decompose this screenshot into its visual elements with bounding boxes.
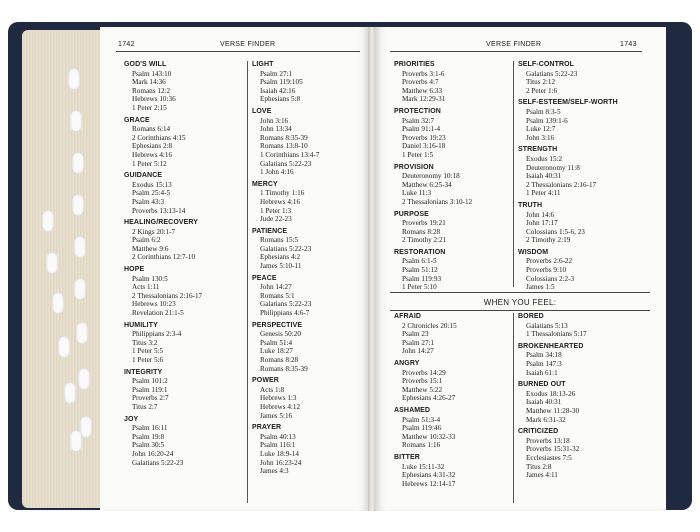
verse-reference: Psalm 119:46 xyxy=(402,424,442,433)
verse-reference: Hebrews 4:16 xyxy=(132,150,173,159)
verse-reference: Psalm 143:10 xyxy=(132,69,172,78)
verse-column xyxy=(518,61,618,296)
thumb-index-tab xyxy=(76,322,88,344)
verse-reference: Psalm 51:4 xyxy=(260,338,293,347)
verse-reference: Psalm 23 xyxy=(402,330,429,339)
thumb-index-tab xyxy=(70,110,82,132)
verse-reference: Psalm 130:5 xyxy=(132,274,168,283)
verse-reference: Mark 12:29-31 xyxy=(402,95,446,104)
verse-reference: Psalm 119:105 xyxy=(260,78,303,87)
verse-reference: John 3:16 xyxy=(260,116,289,125)
thumb-index-tab xyxy=(52,292,64,314)
verse-reference: Exodus 18:13-26 xyxy=(526,389,576,398)
verse-reference: John 3:16 xyxy=(526,133,555,142)
topic-title: HOPE xyxy=(124,266,145,274)
verse-reference: 1 Corinthians 13:4-7 xyxy=(260,150,320,159)
topic-section xyxy=(252,228,320,271)
verse-reference: Psalm 27:1 xyxy=(402,338,435,347)
topic-section xyxy=(252,108,320,177)
running-header: VERSE FINDER xyxy=(220,41,276,48)
running-header: VERSE FINDER xyxy=(486,41,542,48)
verse-reference: Proverbs 15:31-32 xyxy=(526,445,580,454)
page-edges xyxy=(22,30,100,508)
topic-title: HUMILITY xyxy=(124,321,158,329)
when-you-feel-heading: WHEN YOU FEEL: xyxy=(483,298,557,307)
verse-reference: Romans 15:5 xyxy=(260,236,299,245)
verse-reference: Isaiah 40:31 xyxy=(526,398,562,407)
topic-title: ASHAMED xyxy=(394,406,431,414)
verse-reference: James 4:11 xyxy=(526,471,558,480)
verse-reference: 1 John 4:16 xyxy=(260,168,294,177)
topic-section xyxy=(518,61,618,95)
topic-title: INTEGRITY xyxy=(124,368,163,376)
topic-section xyxy=(252,424,320,476)
verse-reference: Psalm 16:11 xyxy=(132,424,168,433)
verse-reference: Titus 3:2 xyxy=(132,338,158,347)
verse-reference: James 4:3 xyxy=(260,467,289,476)
verse-reference: 2 Kings 20:1-7 xyxy=(132,227,176,236)
verse-reference: Psalm 147:3 xyxy=(526,359,562,368)
verse-reference: Galatians 5:22-23 xyxy=(132,458,184,467)
topic-section xyxy=(252,377,320,420)
thumb-index-tab xyxy=(78,368,90,390)
verse-reference: Proverbs 2:7 xyxy=(132,394,169,403)
thumb-index-tab xyxy=(72,152,84,174)
topic-section xyxy=(394,360,457,403)
topic-title: PEACE xyxy=(252,274,277,282)
topic-title: POWER xyxy=(252,377,279,385)
verse-reference: Ephesians 4:2 xyxy=(260,253,301,262)
topic-title: HEALING/RECOVERY xyxy=(124,219,199,227)
verse-reference: Romans 6:14 xyxy=(132,125,171,134)
topic-title: BORED xyxy=(518,313,544,320)
verse-reference: Philippians 4:6-7 xyxy=(260,309,310,318)
verse-reference: 2 Timothy 2:19 xyxy=(526,236,571,245)
verse-reference: Revelation 21:1-5 xyxy=(132,309,184,318)
verse-reference: Romans 13:8-10 xyxy=(260,142,308,151)
topic-title: MERCY xyxy=(252,180,278,188)
verse-reference: Psalm 8:3-5 xyxy=(526,107,561,116)
topic-section xyxy=(124,117,202,169)
topic-section xyxy=(124,61,202,113)
topic-section xyxy=(518,202,618,245)
verse-reference: Isaiah 42:16 xyxy=(260,86,296,95)
verse-reference: Psalm 6:2 xyxy=(132,236,161,245)
topic-section xyxy=(518,99,618,142)
topic-section xyxy=(252,181,320,224)
verse-reference: Hebrews 10:36 xyxy=(132,95,176,104)
thumb-index-tab xyxy=(58,336,70,358)
verse-reference: Matthew 9:6 xyxy=(132,244,169,253)
verse-reference: Isaiah 61:1 xyxy=(526,368,558,377)
verse-reference: John 16:23-24 xyxy=(260,458,302,467)
verse-reference: Psalm 139:1-6 xyxy=(526,116,568,125)
thumb-index-tab xyxy=(70,430,82,452)
verse-reference: Hebrews 10:23 xyxy=(132,300,176,309)
verse-reference: 1 Peter 5:5 xyxy=(132,347,164,356)
verse-reference: 2 Timothy 2:21 xyxy=(402,236,447,245)
verse-reference: John 16:20-24 xyxy=(132,449,174,458)
verse-reference: Psalm 101:2 xyxy=(132,377,168,386)
verse-reference: 1 Peter 5:6 xyxy=(132,356,164,364)
topic-title: BITTER xyxy=(394,453,420,461)
verse-reference: Psalm 19:8 xyxy=(132,432,165,441)
verse-reference: Matthew 6:33 xyxy=(402,86,443,95)
verse-reference: Romans 12:2 xyxy=(132,86,171,95)
verse-reference: Titus 2:8 xyxy=(526,462,552,471)
topic-section xyxy=(394,211,472,245)
verse-reference: 1 Peter 1:3 xyxy=(260,206,292,215)
topic-section xyxy=(518,313,587,339)
topic-section xyxy=(252,322,320,374)
feeling-column xyxy=(518,313,587,484)
thumb-index-tab xyxy=(68,68,80,90)
verse-reference: Psalm 119:1 xyxy=(132,385,168,394)
topic-section xyxy=(124,416,202,468)
topic-title: LIGHT xyxy=(252,61,274,68)
verse-reference: Matthew 5:22 xyxy=(402,385,443,394)
verse-reference: Luke 15:11-32 xyxy=(402,462,445,471)
topic-title: PRAYER xyxy=(252,424,282,432)
verse-reference: Matthew 10:32-33 xyxy=(402,432,456,441)
topic-title: GUIDANCE xyxy=(124,172,163,180)
right-page xyxy=(374,27,666,511)
topic-title: PROTECTION xyxy=(394,107,441,115)
thumb-index-tab xyxy=(46,252,58,274)
verse-reference: Galatians 5:13 xyxy=(526,321,568,330)
verse-reference: Mark 14:36 xyxy=(132,78,166,87)
thumb-index-tab xyxy=(74,278,86,300)
topic-title: WISDOM xyxy=(518,248,549,256)
verse-reference: Romans 8:35-39 xyxy=(260,364,308,373)
verse-reference: Romans 5:1 xyxy=(260,291,295,300)
topic-section xyxy=(124,369,202,412)
topic-title: PURPOSE xyxy=(394,210,429,218)
verse-reference: 2 Corinthians 4:15 xyxy=(132,133,186,142)
topic-section xyxy=(394,313,457,356)
topic-title: ANGRY xyxy=(394,359,420,367)
verse-reference: 1 Peter 4:11 xyxy=(526,189,561,198)
topic-title: AFRAID xyxy=(394,313,422,320)
verse-reference: John 13:34 xyxy=(260,125,292,134)
verse-reference: Proverbs 3:1-6 xyxy=(402,69,445,78)
verse-reference: Matthew 6:25-34 xyxy=(402,180,452,189)
topic-section xyxy=(518,428,587,480)
verse-reference: Galatians 5:22-23 xyxy=(260,244,312,253)
verse-reference: James 5:10-11 xyxy=(260,262,302,271)
verse-reference: 2 Corinthians 12:7-10 xyxy=(132,253,196,262)
topic-title: BURNED OUT xyxy=(518,381,566,389)
verse-reference: Proverbs 19:23 xyxy=(402,133,446,142)
verse-reference: 2 Thessalonians 2:16-17 xyxy=(132,291,203,300)
verse-reference: John 14:27 xyxy=(402,347,434,356)
topic-section xyxy=(394,407,457,450)
feeling-column xyxy=(394,313,457,492)
topic-title: SELF-CONTROL xyxy=(518,61,575,68)
verse-reference: Psalm 51:3-4 xyxy=(402,415,441,424)
verse-reference: Psalm 30:5 xyxy=(132,441,165,450)
verse-reference: Daniel 3:16-18 xyxy=(402,142,446,151)
verse-reference: Deuteronomy 10:18 xyxy=(402,172,460,181)
verse-reference: Acts 1:11 xyxy=(132,283,160,292)
verse-reference: Hebrews 12:14-17 xyxy=(402,479,456,488)
verse-reference: Colossians 2:2-3 xyxy=(526,274,575,283)
verse-reference: Mark 6:31-32 xyxy=(526,415,566,424)
verse-reference: Psalm 40:13 xyxy=(260,432,296,441)
topic-section xyxy=(394,249,472,292)
page-number: 1742 xyxy=(118,41,135,48)
verse-reference: Exodus 15:13 xyxy=(132,180,172,189)
topic-title: STRENGTH xyxy=(518,146,558,154)
topic-section xyxy=(124,172,202,215)
verse-column xyxy=(394,61,472,296)
verse-reference: Proverbs 13:13-14 xyxy=(132,206,186,215)
verse-reference: Hebrews 4:16 xyxy=(260,197,301,206)
thumb-index-tab xyxy=(42,210,54,232)
left-page xyxy=(100,27,370,511)
verse-reference: Colossians 1:5-6, 23 xyxy=(526,227,585,236)
topic-title: TRUTH xyxy=(518,201,543,209)
thumb-index-tab xyxy=(72,194,84,216)
topic-title: PATIENCE xyxy=(252,227,288,235)
verse-reference: Proverbs 2:6-22 xyxy=(526,257,573,266)
topic-title: BROKENHEARTED xyxy=(518,342,584,350)
topic-title: LOVE xyxy=(252,107,272,115)
verse-reference: Proverbs 15:1 xyxy=(402,377,443,386)
verse-reference: John 17:17 xyxy=(526,219,558,228)
verse-reference: Romans 1:16 xyxy=(402,441,441,450)
topic-section xyxy=(124,322,202,365)
verse-reference: James 1:5 xyxy=(526,283,555,292)
topic-section xyxy=(518,381,587,424)
topic-title: RESTORATION xyxy=(394,248,446,256)
verse-reference: John 14:6 xyxy=(526,210,555,219)
verse-reference: Romans 8:35-39 xyxy=(260,133,308,142)
verse-reference: Luke 18:9-14 xyxy=(260,449,299,458)
verse-reference: Psalm 91:1-4 xyxy=(402,125,441,134)
verse-reference: Proverbs 13:18 xyxy=(526,436,570,445)
verse-reference: 2 Peter 1:6 xyxy=(526,86,558,95)
verse-reference: Ephesians 4:26-27 xyxy=(402,394,456,403)
verse-reference: 1 Timothy 1:16 xyxy=(260,189,305,198)
verse-reference: Hebrews 4:12 xyxy=(260,402,301,411)
verse-column xyxy=(124,61,202,471)
verse-reference: Romans 8:28 xyxy=(260,356,299,364)
verse-reference: 2 Chronicles 20:15 xyxy=(402,321,457,330)
topic-section xyxy=(518,249,618,292)
topic-section xyxy=(518,343,587,377)
verse-reference: 1 Peter 5:12 xyxy=(132,159,167,168)
verse-reference: Romans 8:28 xyxy=(402,227,441,236)
verse-reference: Ephesians 4:31-32 xyxy=(402,471,456,480)
verse-reference: Ecclesiastes 7:5 xyxy=(526,453,572,462)
topic-section xyxy=(518,146,618,198)
verse-reference: Psalm 6:1-5 xyxy=(402,257,437,266)
verse-reference: Luke 18:27 xyxy=(260,347,293,356)
verse-reference: Titus 2:7 xyxy=(132,402,158,411)
verse-reference: John 14:27 xyxy=(260,283,292,292)
verse-reference: Psalm 34:18 xyxy=(526,351,562,360)
verse-reference: 1 Peter 2:15 xyxy=(132,103,167,112)
verse-reference: Exodus 15:2 xyxy=(526,154,563,163)
verse-reference: Psalm 51:12 xyxy=(402,266,438,275)
verse-reference: Psalm 32:7 xyxy=(402,116,435,125)
verse-reference: 1 Peter 1:5 xyxy=(402,150,434,159)
verse-reference: Philippians 2:3-4 xyxy=(132,330,182,339)
verse-reference: Psalm 119:93 xyxy=(402,274,442,283)
verse-reference: Galatians 5:22-23 xyxy=(260,159,312,168)
verse-reference: Luke 11:3 xyxy=(402,189,432,198)
verse-reference: Matthew 11:28-30 xyxy=(526,406,580,415)
topic-title: PROVISION xyxy=(394,163,434,171)
topic-title: PERSPECTIVE xyxy=(252,321,303,329)
verse-reference: Psalm 27:1 xyxy=(260,69,293,78)
verse-reference: Deuteronomy 11:8 xyxy=(526,163,580,172)
verse-reference: 1 Peter 5:10 xyxy=(402,283,437,292)
verse-reference: Genesis 50:20 xyxy=(260,330,301,339)
topic-section xyxy=(394,108,472,160)
topic-title: GRACE xyxy=(124,116,150,124)
verse-reference: Proverbs 4:7 xyxy=(402,78,439,87)
verse-reference: Psalm 25:4-5 xyxy=(132,189,171,198)
verse-reference: Ephesians 5:8 xyxy=(260,95,301,104)
verse-reference: 2 Thessalonians 3:10-12 xyxy=(402,197,473,206)
thumb-index-tab xyxy=(64,382,76,404)
topic-section xyxy=(252,275,320,318)
verse-reference: 1 Thessalonians 5:17 xyxy=(526,330,587,339)
topic-section xyxy=(394,454,457,488)
verse-reference: Isaiah 40:31 xyxy=(526,172,562,181)
thumb-index-tab xyxy=(74,236,86,258)
topic-title: GOD'S WILL xyxy=(124,61,167,68)
verse-reference: Psalm 116:1 xyxy=(260,441,296,450)
verse-reference: Proverbs 14:29 xyxy=(402,368,446,377)
topic-title: SELF-ESTEEM/SELF-WORTH xyxy=(518,99,618,107)
verse-reference: Psalm 43:3 xyxy=(132,197,165,206)
verse-reference: Proverbs 9:10 xyxy=(526,266,567,275)
verse-reference: Ephesians 2:8 xyxy=(132,142,173,151)
verse-reference: Luke 12:7 xyxy=(526,125,556,134)
topic-title: JOY xyxy=(124,415,139,423)
verse-reference: James 5:16 xyxy=(260,411,293,420)
verse-reference: Jude 22-23 xyxy=(260,215,292,224)
verse-reference: Acts 1:8 xyxy=(260,385,285,394)
verse-column xyxy=(252,61,320,480)
page-number: 1743 xyxy=(620,41,637,48)
topic-section xyxy=(394,164,472,207)
verse-reference: 2 Thessalonians 2:16-17 xyxy=(526,180,597,189)
verse-reference: Titus 2:12 xyxy=(526,78,556,87)
topic-title: CRITICIZED xyxy=(518,428,559,436)
verse-reference: Galatians 5:22-23 xyxy=(526,69,578,78)
topic-section xyxy=(252,61,320,104)
verse-reference: Proverbs 19:21 xyxy=(402,219,446,228)
topic-section xyxy=(394,61,472,104)
verse-reference: Galatians 5:22-23 xyxy=(260,300,312,309)
topic-title: PRIORITIES xyxy=(394,61,435,68)
verse-reference: Hebrews 1:3 xyxy=(260,394,297,403)
topic-section xyxy=(124,219,202,262)
topic-section xyxy=(124,266,202,318)
